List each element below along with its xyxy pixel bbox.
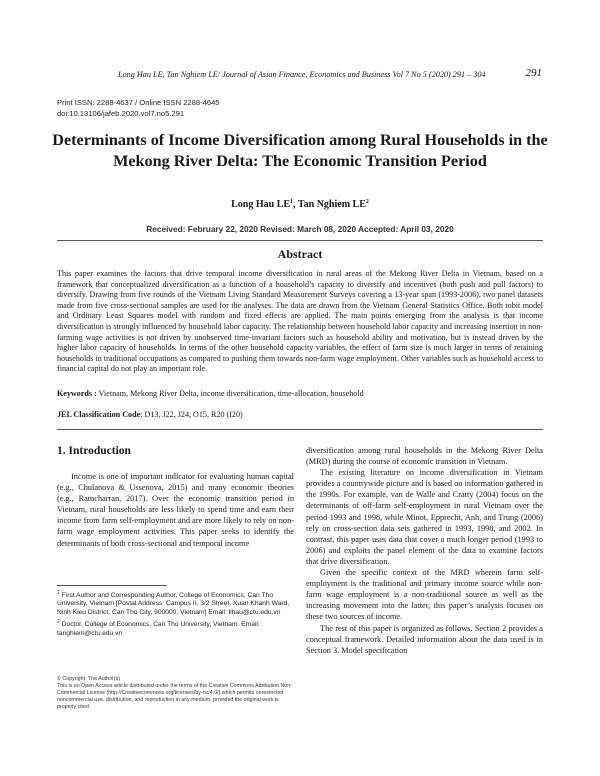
issn-line: Print ISSN: 2288-4637 / Online ISSN 2288-4645 xyxy=(57,98,220,107)
license-text: This is an Open Access article distributed under the terms of the Creative Commons Attribution Non-Commercial License (http://Creativecommons.org/licenses/by-nc/4.0/) which permits unrestricted noncommercial use, distribution, and reproduction in any medium, provided the original work is properly cited. xyxy=(57,683,292,710)
body-paragraph: Given the specific context of the MRD wherein farm self-employment is the traditional and primary income source while non-farm wage employment is a non-traditional source as well as the increasing movement into the latter, this paper’s analysis focuses on these two sources of income. xyxy=(306,568,543,622)
footnote-1 xyxy=(57,589,294,617)
author-2-mark: 2 xyxy=(365,199,369,205)
issn-block xyxy=(57,98,220,119)
abstract-text: This paper examines the factors that drive temporal income diversification in rural areas of the Mekong River Delta in Vietnam, based on a framework that conceptualized diversification as a function of a household’s capacity to diversify and incentives (both push and pull factors) to diversify. Drawing from five rounds of the Vietnam Living Standard Measurement Surveys covering a 13-year span (1993-2006), two panel datasets made from five cross-sectional samples are used for the analyses. The data are drawn from the Vietnam General Statistics Office. Both tobit model and Ordinary Least Squares model with random and fixed effects are applied. The main points emerging from the analysis is that income diversification is strongly influenced by household labor capacity. The relationship between household labor capacity and increasing insertion in non-farming wage activities is not driven by unobserved time-invariant factors such as household ability and motivation, but is instead driven by the higher labor capacity of households. In terms of the other household capacity variables, the effect of farm size is much larger in terms of retaining households in traditional occupations as compared to pushing them towards non-farm wage employment. Other variables such as household access to financial capital do not play an important role. xyxy=(57,269,543,374)
running-header: Long Hau LE, Tan Nghiem LE/ Journal of Asian Finance, Economics and Business Vol 7 No 5 (2020) 291 – 304 xyxy=(118,70,486,79)
copyright-line: © Copyright: The Author(s) xyxy=(57,676,120,682)
author-list xyxy=(0,199,600,210)
jel-classification xyxy=(57,410,543,419)
doi-line: doi:10.13106/jafeb.2020.vol7.no5.291 xyxy=(57,108,185,118)
section-heading: 1. Introduction xyxy=(57,445,131,457)
footnote-1-mark: 1 xyxy=(57,590,60,596)
divider-top xyxy=(57,240,543,241)
author-2-name: Tan Nghiem LE xyxy=(297,199,366,210)
footnote-divider xyxy=(57,585,167,586)
footnote-2 xyxy=(57,618,294,638)
author-separator: , xyxy=(293,199,298,210)
footnote-2-mark: 2 xyxy=(57,619,60,626)
keywords-label: Keywords : xyxy=(57,389,97,398)
page-number: 291 xyxy=(525,67,542,79)
title-line-2: Mekong River Delta: The Economic Transition Period xyxy=(113,152,487,170)
body-paragraph: The rest of this paper is organized as follows. Section 2 provides a conceptual framework. Detailed information about the data used is in Section 3. Model specification xyxy=(306,623,543,655)
body-paragraph: diversification among rural households in the Mekong River Delta (MRD) during the course of economic transition in Vietnam. xyxy=(306,446,543,467)
body-paragraph: Income is one of important indicator for evaluating human capital (e.g., Chulanova & Ussenova, 2015) and many economic theories (e.g., Ramcharran, 2017). Over the economic transition period in Vietnam, rural households are less likely to spend time and earn their income from farm self-employment and are more likely to rely on non-farm wage employment activities. This paper seeks to identify the determinants of both cross-sectional and temporal income xyxy=(57,472,294,548)
keywords xyxy=(57,389,543,398)
body-paragraph: The existing literature on income diversification in Vietnam provides a countrywide picture and is based on information gathered in the 1990s. For example, van de Walle and Cratty (2004) focus on the determinants of off-farm self-employment in rural Vietnam over the period 1993 and 1998, while Minot, Epprecht, Anh, and Trung (2006) rely on cross-section data sets gathered in 1993, 1998, and 2002. In contrast, this paper uses data that cover a much longer period (1993 to 2006) and exploits the panel element of the data to examine factors that drive diversification. xyxy=(306,468,543,566)
jel-value: : D13, J22, J24, O15, R20 (I20) xyxy=(140,410,243,419)
author-1-mark: 1 xyxy=(290,199,294,205)
right-column xyxy=(306,445,543,656)
footnote-1-text: First Author and Corresponding Author, College of Economics, Can Tho University, Vietnam [Postal Address: Campus II, 3/2 Street, Xuan Khanh Ward, Ninh Kieu District, Can Tho City, 900000, Vietnam] Email: llhau@ctu.edu.vn xyxy=(57,592,290,616)
divider-bottom xyxy=(57,429,543,430)
abstract-heading: Abstract xyxy=(277,247,323,261)
keywords-value: Vietnam, Mekong River Delta, income diversification, time-allocation, household xyxy=(96,389,364,398)
footnotes xyxy=(57,589,294,639)
copyright-notice xyxy=(57,676,294,711)
received-dates: Received: February 22, 2020 Revised: March 08, 2020 Accepted: April 03, 2020 xyxy=(146,224,454,234)
author-1-name: Long Hau LE xyxy=(231,199,291,210)
paper-title xyxy=(40,130,560,172)
footnote-2-text: Doctor, College of Economics, Can Tho University, Vietnam. Email: tanghiem@ctu.edu.vn xyxy=(57,621,260,637)
jel-label: JEL Classification Code xyxy=(57,410,141,419)
left-column xyxy=(57,445,294,549)
title-line-1: Determinants of Income Diversification among Rural Households in the xyxy=(52,131,548,149)
